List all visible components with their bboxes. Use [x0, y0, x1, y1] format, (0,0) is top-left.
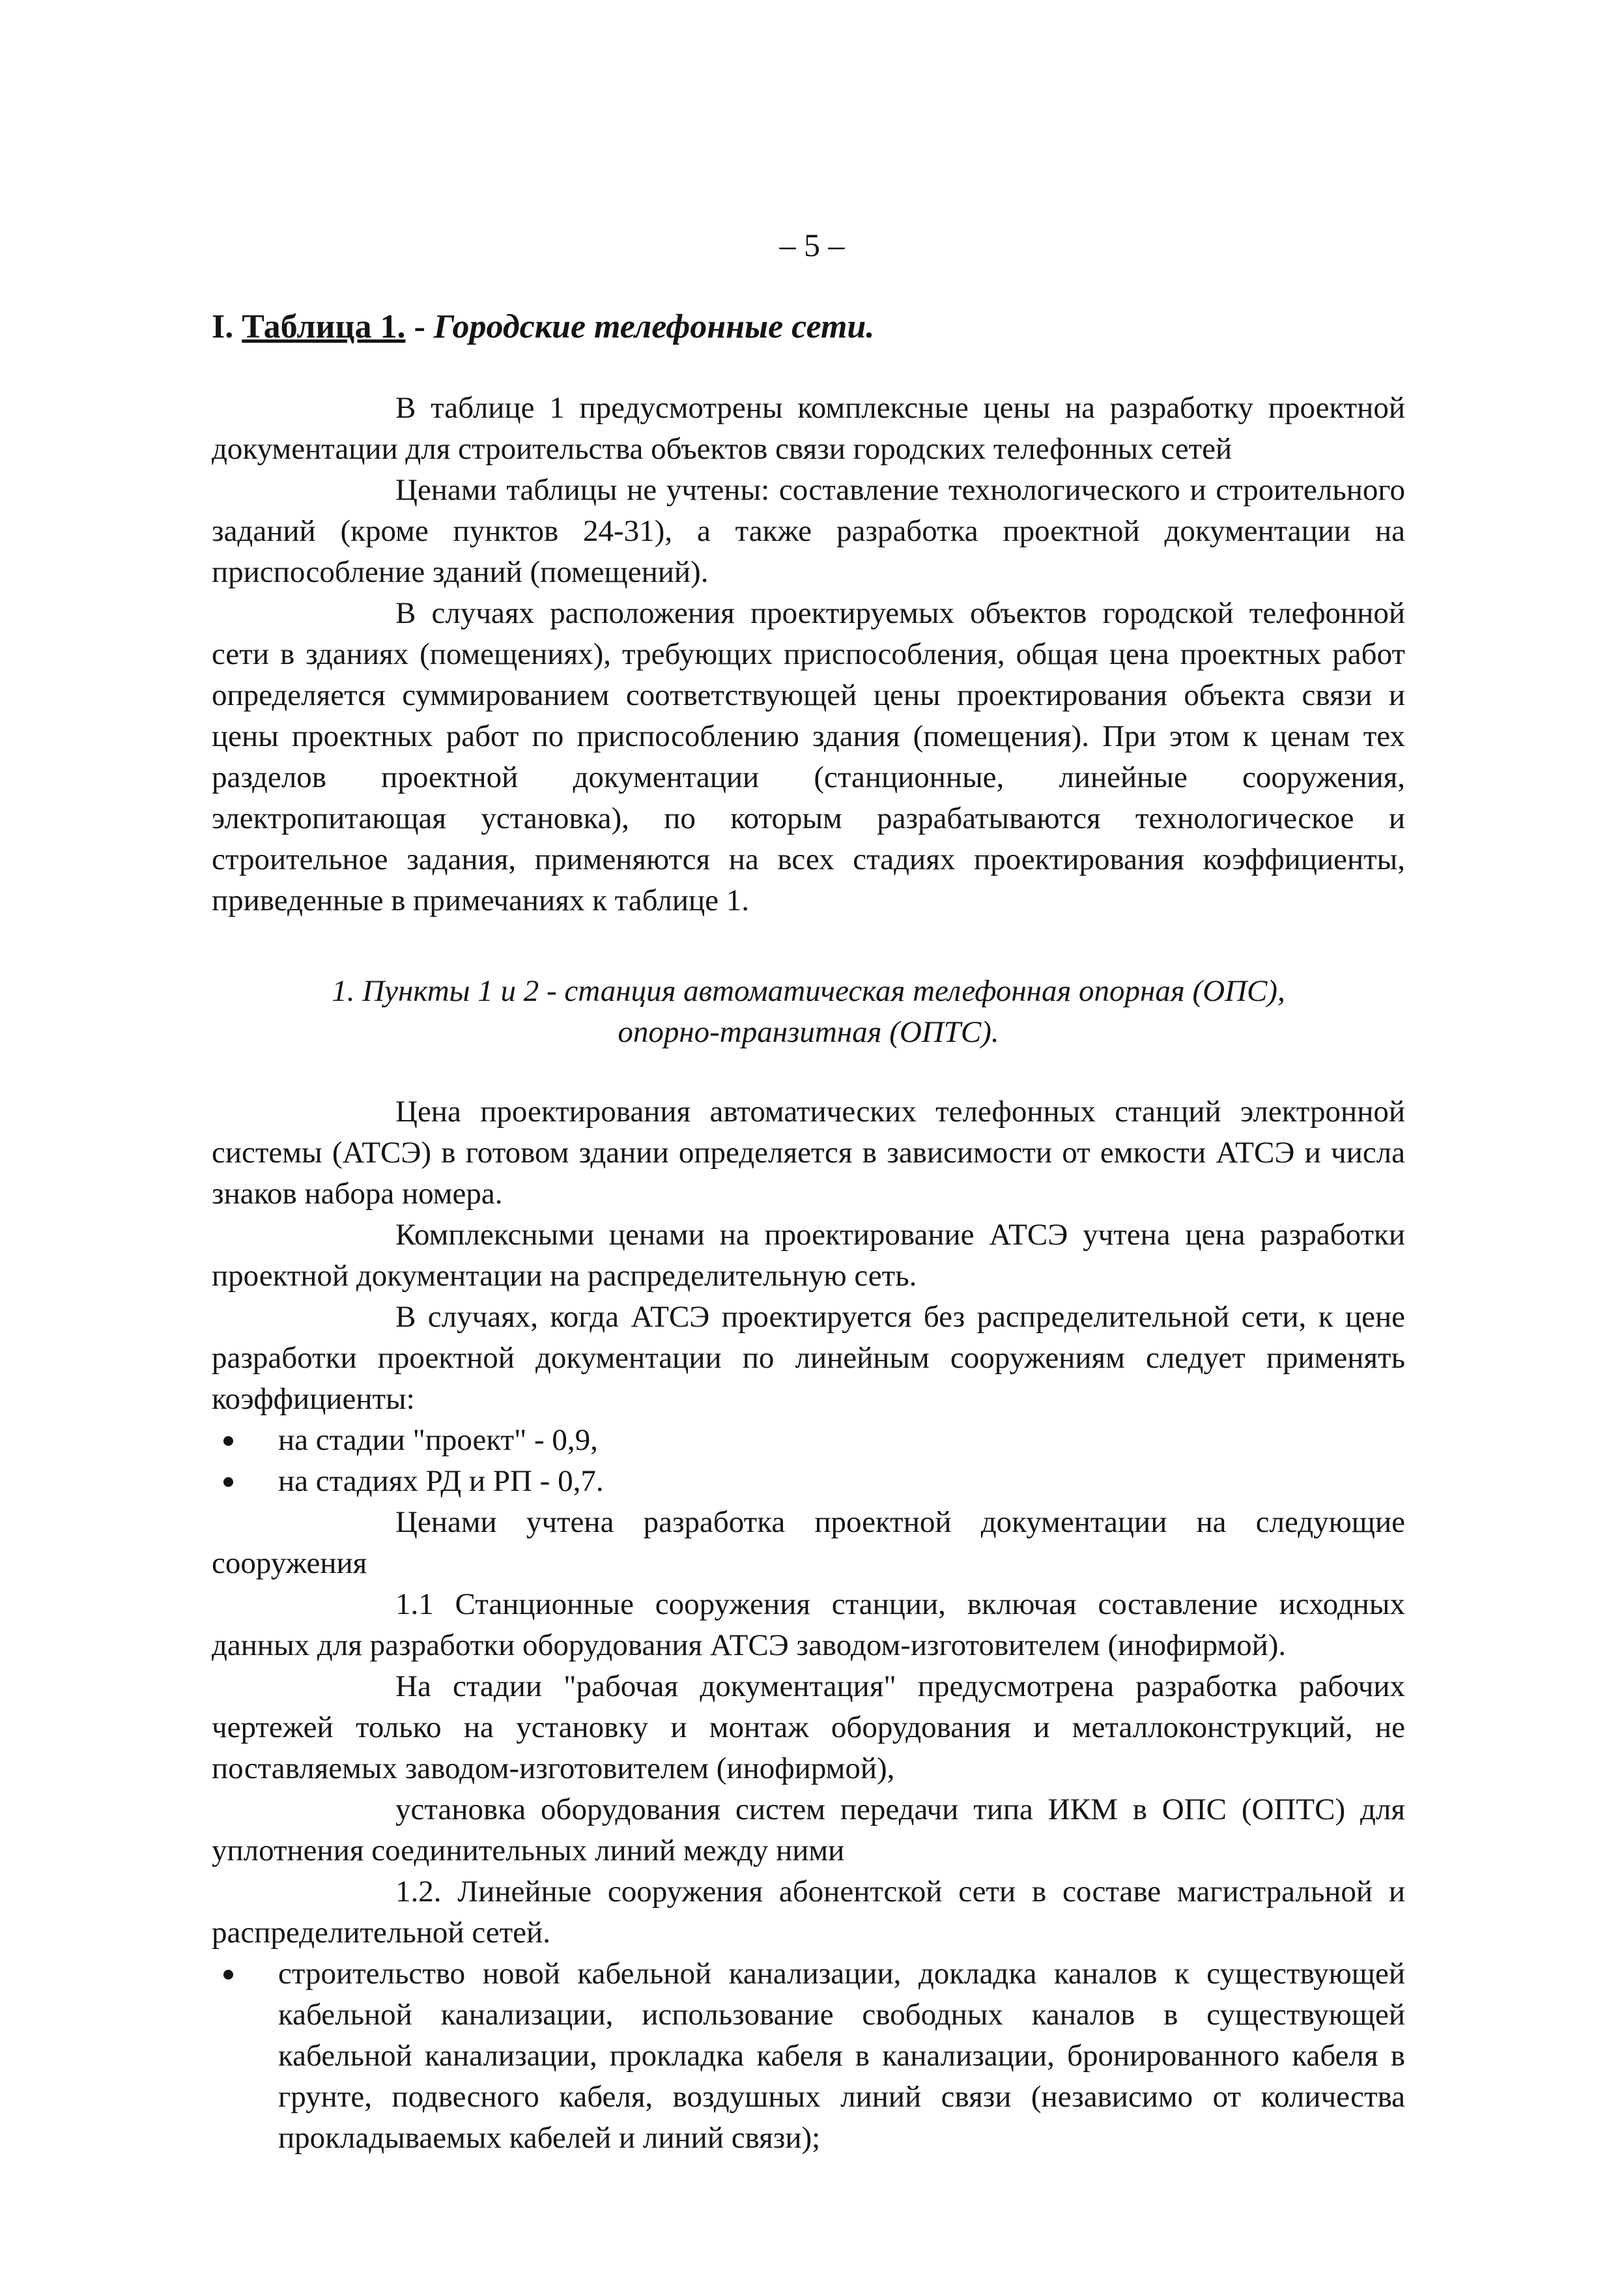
section-paragraph: В случаях, когда АТСЭ проектируется без распределительной сети, к цене разработки проектной документации по линейным сооружениям следует применять коэффициенты: — [212, 1300, 1405, 1416]
heading-title: Городские телефонные сети. — [433, 308, 875, 345]
section-paragraph: 1.2. Линейные сооружения абонентской сети в составе магистральной и распределительной сетей. — [212, 1875, 1405, 1950]
bullet-icon — [223, 1970, 233, 1980]
section-paragraph: 1.1 Станционные сооружения станции, включая составление исходных данных для разработки оборудования АТСЭ заводом-изготовителем (инофирмой). — [212, 1587, 1405, 1662]
section-paragraph: На стадии "рабочая документация" предусмотрена разработка рабочих чертежей только на установку и монтаж оборудования и металлоконструкций, не поставляемых заводом-изготовителем (инофирмой), — [212, 1669, 1405, 1785]
line-structures-list — [212, 1953, 1405, 2159]
list-item — [218, 1461, 1405, 1502]
intro-paragraph: В таблице 1 предусмотрены комплексные цены на разработку проектной документации для строительства объектов связи городских телефонных сетей — [212, 391, 1405, 466]
heading-table-label: Таблица 1. — [242, 308, 406, 345]
section-heading — [212, 306, 874, 347]
page-number: – 5 – — [779, 227, 845, 263]
section-block — [212, 1091, 1405, 2159]
intro-paragraph: Ценами таблицы не учтены: составление технологического и строительного заданий (кроме пунктов 24-31), а также разработка проектной документации на приспособление зданий (помещений). — [212, 473, 1405, 589]
list-item-text: на стадиях РД и РП - 0,7. — [278, 1464, 604, 1498]
heading-dash: - — [414, 308, 425, 345]
coefficient-list — [212, 1420, 1405, 1502]
intro-paragraph: В случаях расположения проектируемых объектов городской телефонной сети в зданиях (помещениях), требующих приспособления, общая цена проектных работ определяется суммированием соответствующей цены проектирования объекта связи и цены проектных работ по приспособлению здания (помещения). При этом к ценам тех разделов проектной документации (станционные, линейные сооружения, электропитающая установка), по которым разрабатываются технологическое и строительное задания, применяются на всех стадиях проектирования коэффициенты, приведенные в примечаниях к таблице 1. — [212, 596, 1405, 917]
section-paragraph: Цена проектирования автоматических телефонных станций электронной системы (АТСЭ) в готовом здании определяется в зависимости от емкости АТСЭ и числа знаков набора номера. — [212, 1095, 1405, 1211]
heading-roman-numeral: I. — [212, 308, 234, 345]
section-paragraph: Комплексными ценами на проектирование АТСЭ учтена цена разработки проектной документации на распределительную сеть. — [212, 1218, 1405, 1293]
subheading-line: опорно-транзитная (ОПТС). — [618, 1015, 999, 1049]
intro-block — [212, 388, 1405, 921]
bullet-icon — [223, 1436, 233, 1446]
list-item — [218, 1953, 1405, 2159]
subheading — [212, 971, 1405, 1053]
bullet-icon — [223, 1477, 233, 1487]
section-paragraph: установка оборудования систем передачи типа ИКМ в ОПС (ОПТС) для уплотнения соединительных линий между ними — [212, 1793, 1405, 1867]
list-item-text: на стадии "проект" - 0,9, — [278, 1423, 598, 1457]
list-item — [218, 1420, 1405, 1461]
list-item-text: строительство новой кабельной канализации, докладка каналов к существующей кабельной канализации, использование свободных каналов в существующей кабельной канализации, прокладка кабеля в канализации, бронированного кабеля в грунте, подвесного кабеля, воздушных линий связи (независимо от количества прокладываемых кабелей и линий связи); — [278, 1957, 1405, 2155]
section-paragraph: Ценами учтена разработка проектной документации на следующие сооружения — [212, 1505, 1405, 1580]
subheading-line: 1. Пункты 1 и 2 - станция автоматическая телефонная опорная (ОПС), — [332, 974, 1285, 1008]
